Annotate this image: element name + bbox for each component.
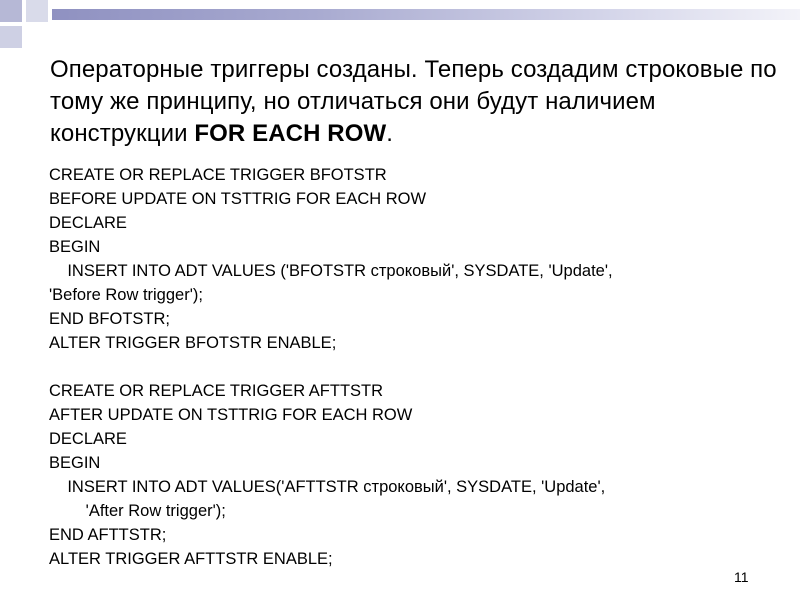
- title-end: .: [386, 120, 394, 147]
- title-text: Операторные триггеры созданы. Теперь создадим строковые по тому же принципу, но отличаться они будут наличием конструкции: [50, 56, 777, 147]
- code-line: CREATE OR REPLACE TRIGGER BFOTSTR: [49, 166, 387, 184]
- page-number: 11: [734, 569, 749, 585]
- decor-square-2: [26, 0, 48, 22]
- code-line: BEGIN: [49, 454, 101, 472]
- code-line: END AFTTSTR;: [49, 526, 167, 544]
- decor-square-1: [0, 0, 22, 22]
- code-line: 'After Row trigger');: [49, 502, 226, 520]
- code-line: ALTER TRIGGER AFTTSTR ENABLE;: [49, 550, 333, 568]
- sql-code-block: [49, 163, 769, 571]
- code-line: CREATE OR REPLACE TRIGGER AFTTSTR: [49, 382, 384, 400]
- code-line: INSERT INTO ADT VALUES('AFTTSTR строковый', SYSDATE, 'Update',: [49, 478, 606, 496]
- code-line: 'Before Row trigger');: [49, 286, 203, 304]
- slide-title: [50, 54, 780, 150]
- code-line: [49, 355, 769, 379]
- title-bold-keyword: FOR EACH ROW: [194, 120, 387, 147]
- header-gradient-bar: [52, 9, 800, 20]
- code-line: DECLARE: [49, 430, 127, 448]
- code-line: DECLARE: [49, 214, 127, 232]
- code-line: AFTER UPDATE ON TSTTRIG FOR EACH ROW: [49, 406, 413, 424]
- code-line: END BFOTSTR;: [49, 310, 171, 328]
- code-line: INSERT INTO ADT VALUES ('BFOTSTR строковый', SYSDATE, 'Update',: [49, 262, 613, 280]
- code-line: BEGIN: [49, 238, 101, 256]
- code-line: BEFORE UPDATE ON TSTTRIG FOR EACH ROW: [49, 190, 427, 208]
- decor-square-3: [0, 26, 22, 48]
- code-line: ALTER TRIGGER BFOTSTR ENABLE;: [49, 334, 337, 352]
